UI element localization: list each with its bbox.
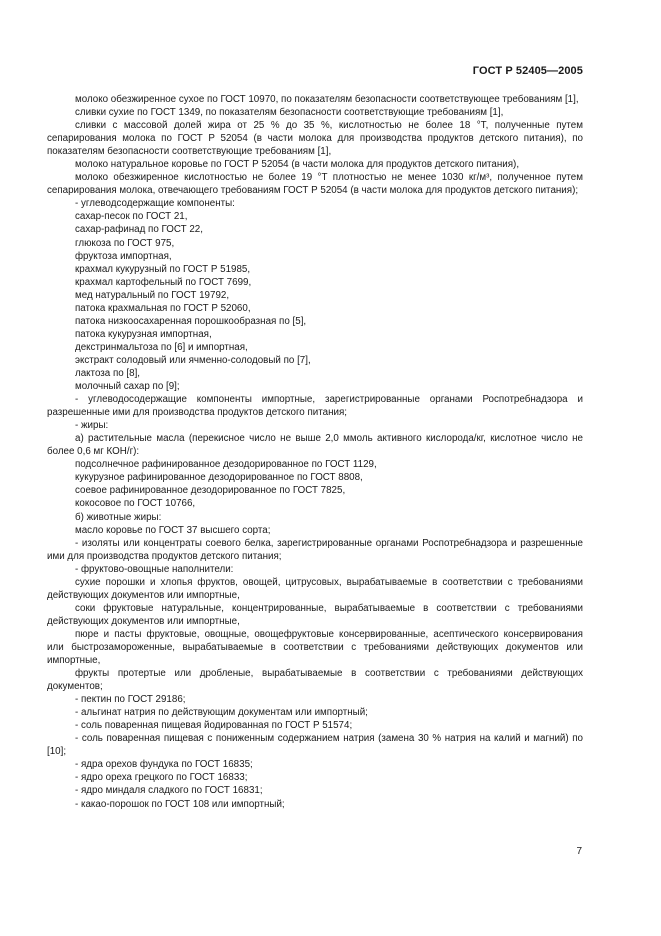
paragraph: соки фруктовые натуральные, концентрированные, вырабатываемые в соответствии с требованиями действующих документов или импортные, [47,602,583,627]
list-item: крахмал кукурузный по ГОСТ Р 51985, [75,263,251,275]
list-heading: - углеводсодержащие компоненты: [75,198,235,210]
paragraph: сливки сухие по ГОСТ 1349, по показателям безопасности соответствующие требованиям [1], [75,107,504,119]
list-item: сахар-песок по ГОСТ 21, [75,211,188,223]
document-number-header: ГОСТ Р 52405—2005 [472,65,583,77]
list-item: - соль поваренная пищевая йодированная по ГОСТ Р 51574; [75,720,353,732]
list-item: - альгинат натрия по действующим документам или импортный; [75,707,368,719]
list-item: лактоза по [8], [75,367,141,379]
paragraph: молоко натуральное коровье по ГОСТ Р 52054 (в части молока для продуктов детского питания), [75,159,520,171]
paragraph: а) растительные масла (перекисное число не выше 2,0 ммоль активного кислорода/кг, кислотное число не более 0,6 мг КОН/г): [47,433,583,458]
list-item: патока крахмальная по ГОСТ Р 52060, [75,302,251,314]
list-item: патока низкоосахаренная порошкообразная по [5], [75,315,307,327]
list-heading: - фруктово-овощные наполнители: [75,563,234,575]
list-heading: б) животные жиры: [75,511,162,523]
paragraph: молоко обезжиренное сухое по ГОСТ 10970, по показателям безопасности соответствующее требованиям [1], [75,94,579,105]
paragraph: пюре и пасты фруктовые, овощные, овощефруктовые консервированные, асептического консервирования или быстрозамороженные, вырабатываемые в соответствии с требованиями действующих документов или импортные, [47,628,583,667]
paragraph: - углеводосодержащие компоненты импортные, зарегистрированные органами Роспотребнадзора и разрешенные ими для производства продуктов детского питания; [47,394,583,419]
list-item: кукурузное рафинированное дезодорированное по ГОСТ 8808, [75,472,363,484]
list-item: - ядро ореха грецкого по ГОСТ 16833; [75,772,248,784]
list-item: декстринмальтоза по [6] и импортная, [75,341,248,353]
list-item: мед натуральный по ГОСТ 19792, [75,289,230,301]
paragraph: - изоляты или концентраты соевого белка, зарегистрированные органами Роспотребнадзора и разрешенные ими для производства продуктов детского питания; [47,537,583,562]
list-item: - какао-порошок по ГОСТ 108 или импортный; [75,798,285,810]
list-item: подсолнечное рафинированное дезодорированное по ГОСТ 1129, [75,459,377,471]
list-item: кокосовое по ГОСТ 10766, [75,498,196,510]
list-item: фруктоза импортная, [75,250,172,262]
list-item: сахар-рафинад по ГОСТ 22, [75,224,203,236]
list-item: крахмал картофельный по ГОСТ 7699, [75,276,252,288]
paragraph: сухие порошки и хлопья фруктов, овощей, цитрусовых, вырабатываемые в соответствии с требованиями действующих документов или импортные, [47,576,583,601]
list-item: - пектин по ГОСТ 29186; [75,694,186,706]
list-item: - ядра орехов фундука по ГОСТ 16835; [75,759,253,771]
document-body [47,93,583,811]
paragraph: молоко обезжиренное кислотностью не более 19 °Т плотностью не менее 1030 кг/м³, полученное путем сепарирования молока, отвечающего требованиям ГОСТ Р 52054 (в части молока для продуктов детского питания); [47,172,583,197]
list-item: молочный сахар по [9]; [75,381,180,393]
list-item: глюкоза по ГОСТ 975, [75,237,175,249]
list-item: масло коровье по ГОСТ 37 высшего сорта; [75,524,271,536]
paragraph: сливки с массовой долей жира от 25 % до 35 %, кислотностью не более 18 °Т, полученные путем сепарирования молока по ГОСТ Р 52054 (в части молока для производства продуктов детского питания), по показателям безопасности соответствующие требованиям [1], [47,120,583,158]
list-item: соевое рафинированное дезодорированное по ГОСТ 7825, [75,485,346,497]
list-item: - ядро миндаля сладкого по ГОСТ 16831; [75,785,263,797]
list-heading: - жиры: [75,420,109,432]
page-number: 7 [576,846,582,857]
paragraph: фрукты протертые или дробленые, вырабатываемые в соответствии с требованиями действующих документов; [47,668,583,693]
list-item: экстракт солодовый или ячменно-солодовый по [7], [75,354,311,366]
paragraph: - соль поваренная пищевая с пониженным содержанием натрия (замена 30 % натрия на калий и магний) по [10]; [47,733,583,758]
list-item: патока кукурузная импортная, [75,328,212,340]
